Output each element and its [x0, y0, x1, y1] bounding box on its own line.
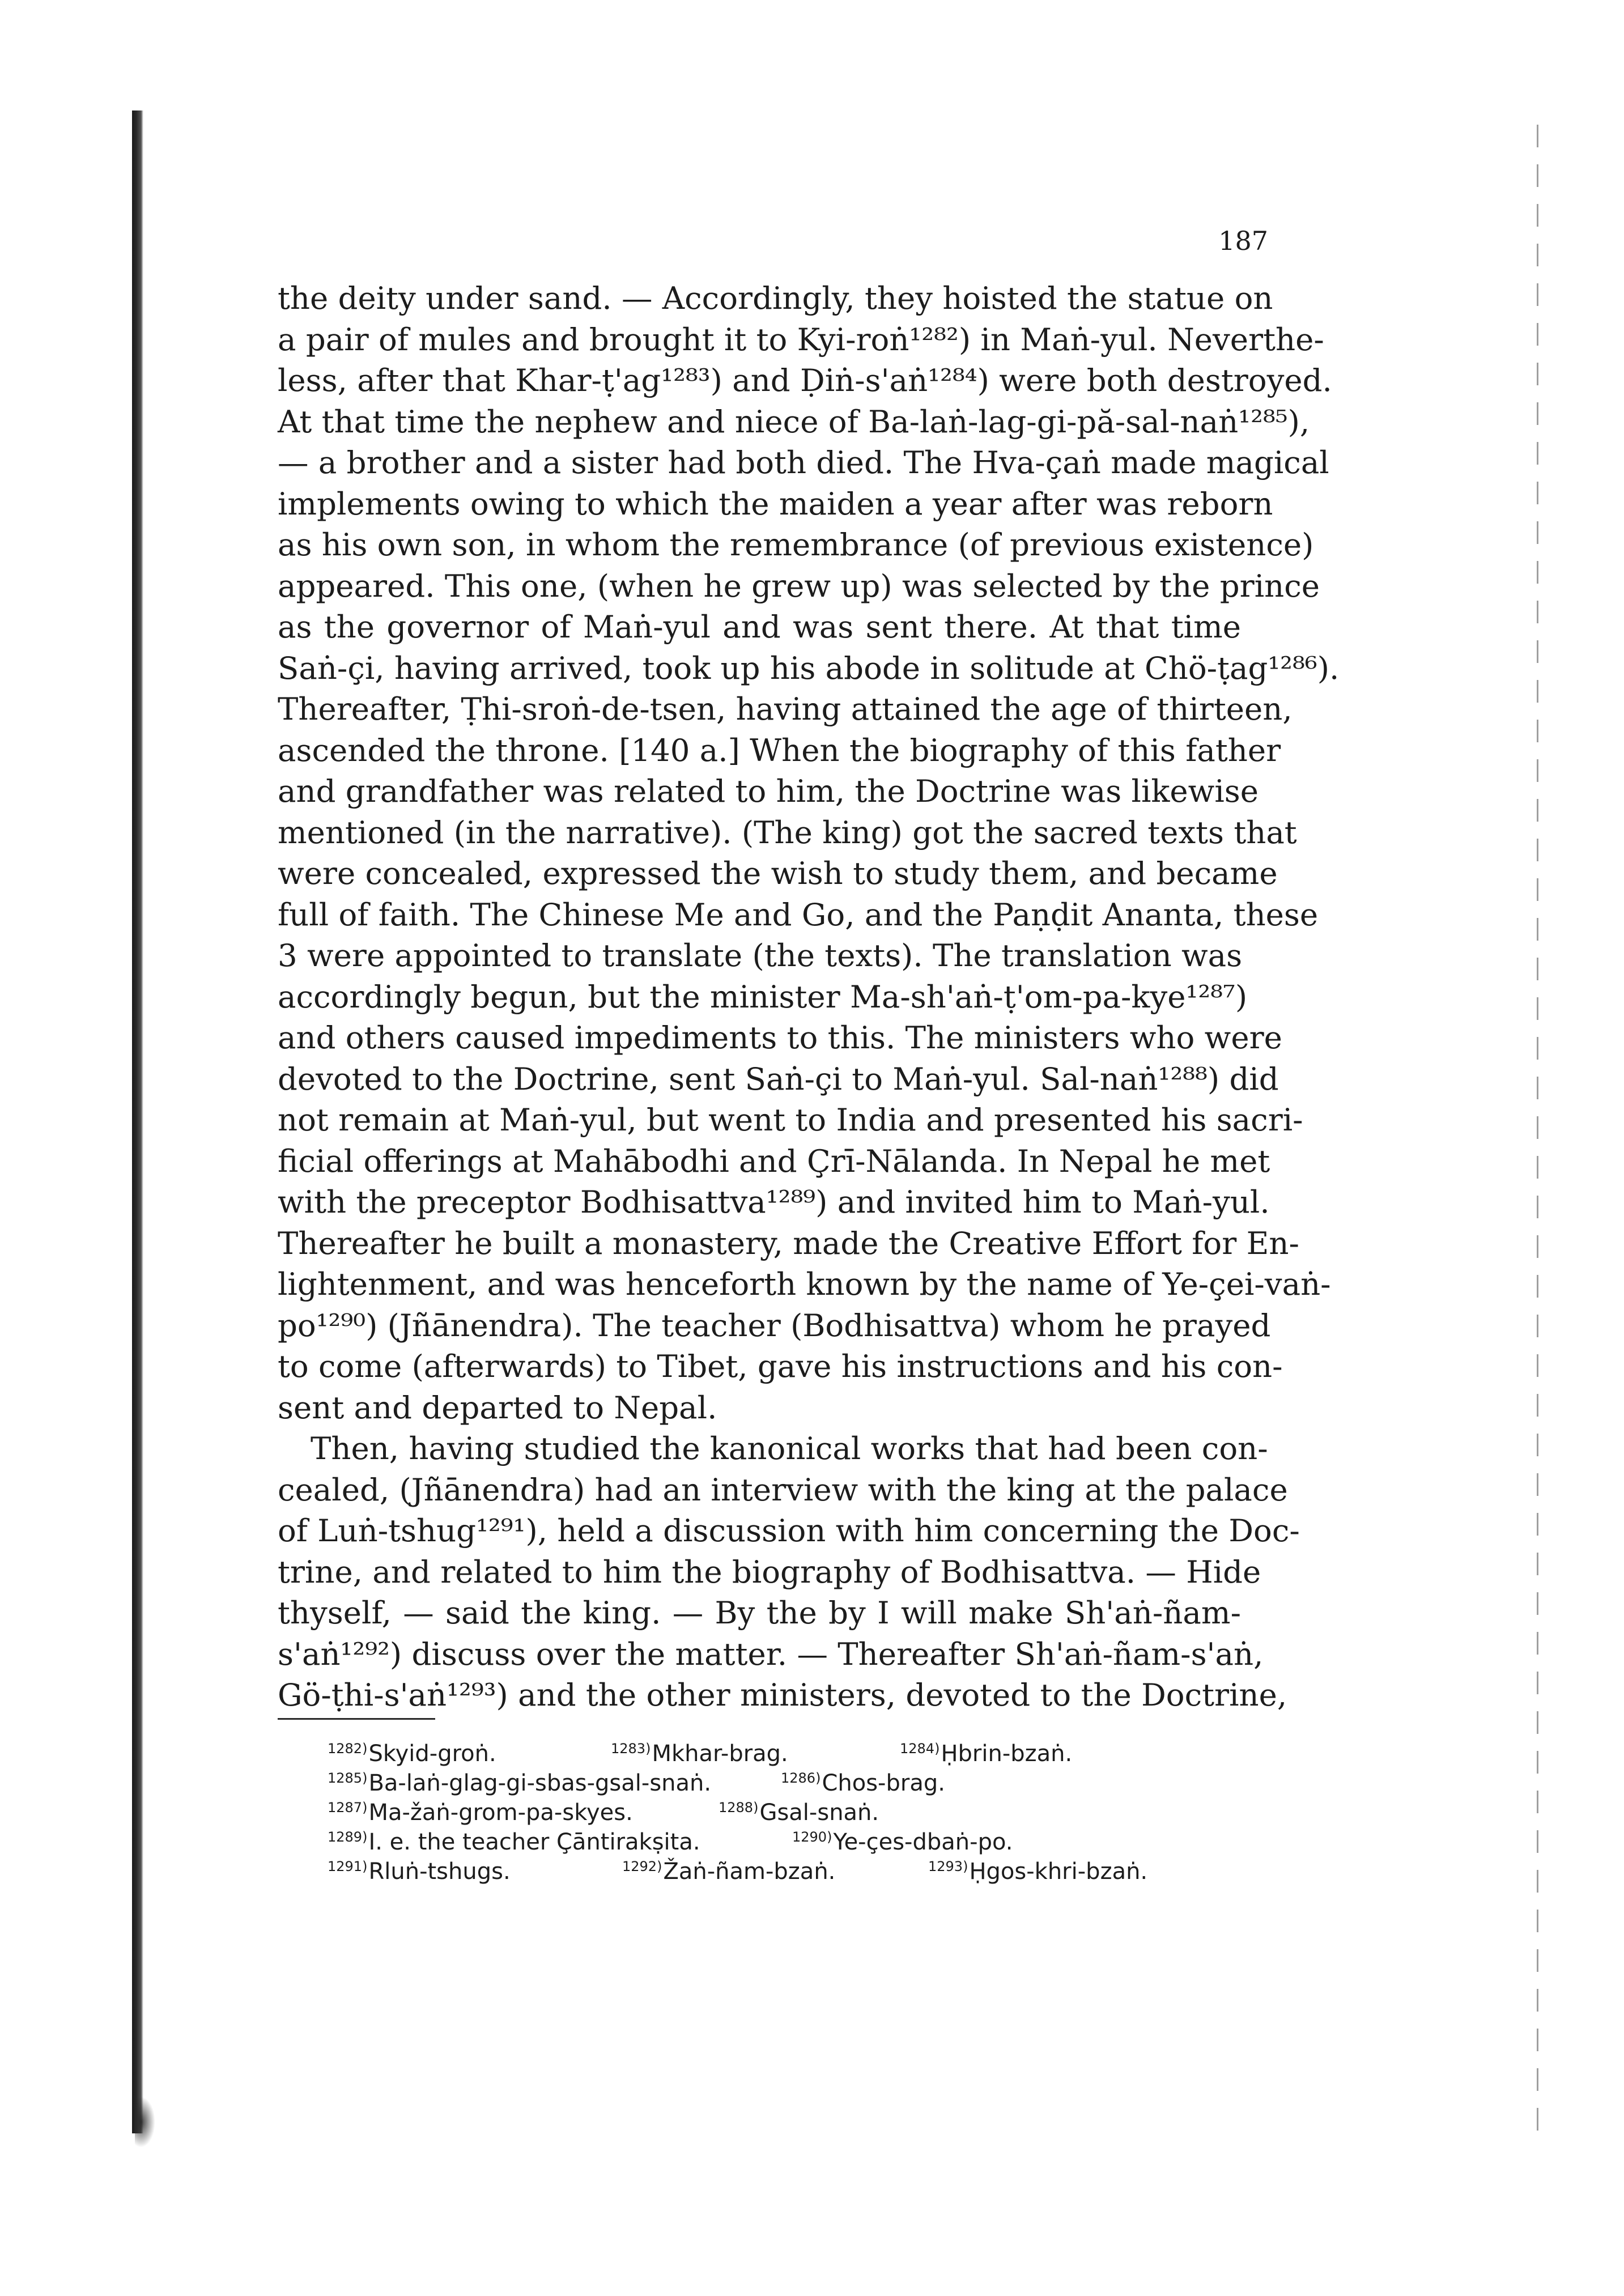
footnotes — [328, 1734, 1257, 1885]
body-line: and others caused impediments to this. The ministers who were — [278, 1019, 1282, 1056]
body-line: po¹²⁹⁰) (Jñānendra). The teacher (Bodhisattva) whom he prayed — [278, 1307, 1271, 1343]
body-line: mentioned (in the narrative). (The king) got the sacred texts that — [278, 814, 1297, 851]
footnote: $^{1291)}$Rluṅ-tshugs. — [328, 1859, 511, 1885]
footnote: $^{1292)}$Žaṅ-ñam-bzaṅ. — [622, 1859, 836, 1885]
body-line: Thereafter, Ṭhi-sroṅ-de-tsen, having attained the age of thirteen, — [278, 691, 1293, 727]
body-line: with the preceptor Bodhisattva¹²⁸⁹) and invited him to Maṅ-yul. — [278, 1184, 1270, 1220]
footnote: $^{1288)}$Gsal-snaṅ. — [719, 1800, 879, 1826]
body-line: ficial offerings at Mahābodhi and Çrī-Nālanda. In Nepal he met — [278, 1142, 1270, 1179]
footnote-row — [328, 1822, 1257, 1855]
footnote: $^{1287)}$Ma-žaṅ-grom-pa-skyes. — [328, 1800, 633, 1826]
scan-smudge — [135, 2097, 155, 2148]
body-line: thyself, — said the king. — By the by I will make Sh'aṅ-ñam- — [278, 1595, 1241, 1631]
footnote-row — [328, 1793, 1257, 1826]
footnote: $^{1282)}$Skyid-groṅ. — [328, 1741, 496, 1767]
body-line: s'aṅ¹²⁹²) discuss over the matter. — Thereafter Sh'aṅ-ñam-s'aṅ, — [278, 1635, 1264, 1672]
body-line: trine, and related to him the biography of Bodhisattva. — Hide — [278, 1553, 1261, 1590]
body-line: At that time the nephew and niece of Ba-laṅ-lag-gi-pă-sal-naṅ¹²⁸⁵), — [278, 403, 1310, 440]
body-line: cealed, (Jñānendra) had an interview with the king at the palace — [278, 1471, 1288, 1508]
body-line: less, after that Khar-ṭ'ag¹²⁸³) and Ḍiṅ-s'aṅ¹²⁸⁴) were both destroyed. — [278, 362, 1332, 398]
footnote: $^{1289)}$I. e. the teacher Çāntirakṣita. — [328, 1829, 700, 1855]
body-text — [278, 278, 1340, 1716]
body-line: implements owing to which the maiden a year after was reborn — [278, 485, 1273, 522]
body-line: the deity under sand. — Accordingly, they hoisted the statue on — [278, 280, 1273, 316]
footnote: $^{1293)}$Ḥgos-khri-bzaṅ. — [928, 1859, 1148, 1885]
footnote-divider — [278, 1718, 435, 1720]
body-line: not remain at Maṅ-yul, but went to India and presented his sacri- — [278, 1102, 1303, 1138]
body-line: and grandfather was related to him, the Doctrine was likewise — [278, 773, 1259, 809]
body-line: full of faith. The Chinese Me and Go, and the Paṇḍit Ananta, these — [278, 896, 1319, 933]
body-line: lightenment, and was henceforth known by the name of Ye-çei-vaṅ- — [278, 1266, 1331, 1302]
body-line: Then, having studied the kanonical works that had been con- — [311, 1430, 1268, 1466]
body-line: to come (afterwards) to Tibet, gave his instructions and his con- — [278, 1348, 1283, 1384]
body-line: as the governor of Maṅ-yul and was sent there. At that time — [278, 609, 1241, 645]
body-line: appeared. This one, (when he grew up) was selected by the prince — [278, 567, 1320, 604]
body-line: were concealed, expressed the wish to study them, and became — [278, 855, 1278, 891]
page-number: 187 — [1218, 226, 1268, 256]
body-line: Gö-ṭhi-s'aṅ¹²⁹³) and the other ministers, devoted to the Doctrine, — [278, 1677, 1287, 1713]
body-line: 3 were appointed to translate (the texts). The translation was — [278, 937, 1243, 973]
body-line: Thereafter he built a monastery, made the Creative Effort for En- — [278, 1224, 1299, 1261]
body-line: as his own son, in whom the remembrance (of previous existence) — [278, 526, 1314, 563]
footnote: $^{1284)}$Ḥbrin-bzaṅ. — [900, 1741, 1073, 1767]
body-line: accordingly begun, but the minister Ma-sh'aṅ-ṭ'om-pa-kye¹²⁸⁷) — [278, 978, 1248, 1015]
footnote-row — [328, 1763, 1257, 1796]
scan-shadow-right — [1537, 125, 1538, 2142]
footnote: $^{1283)}$Mkhar-brag. — [611, 1741, 788, 1767]
body-line: sent and departed to Nepal. — [278, 1389, 717, 1426]
footnote: $^{1286)}$Chos-brag. — [781, 1770, 945, 1796]
body-line: Saṅ-çi, having arrived, took up his abode in solitude at Chö-ṭag¹²⁸⁶). — [278, 649, 1340, 686]
footnote: $^{1285)}$Ba-laṅ-glag-gi-sbas-gsal-snaṅ. — [328, 1770, 712, 1796]
footnote-row — [328, 1852, 1257, 1885]
footnote-row — [328, 1734, 1257, 1767]
footnote: $^{1290)}$Ye-çes-dbaṅ-po. — [792, 1829, 1013, 1855]
body-line: of Luṅ-tshug¹²⁹¹), held a discussion with him concerning the Doc- — [278, 1512, 1300, 1549]
body-line: a pair of mules and brought it to Kyi-roṅ¹²⁸²) in Maṅ-yul. Neverthe- — [278, 321, 1324, 358]
scan-shadow-left — [132, 110, 143, 2133]
body-line: devoted to the Doctrine, sent Saṅ-çi to Maṅ-yul. Sal-naṅ¹²⁸⁸) did — [278, 1060, 1279, 1097]
body-line: ascended the throne. [140 a.] When the biography of this father — [278, 732, 1281, 768]
body-line: — a brother and a sister had both died. The Hva-çaṅ made magical — [278, 444, 1329, 481]
